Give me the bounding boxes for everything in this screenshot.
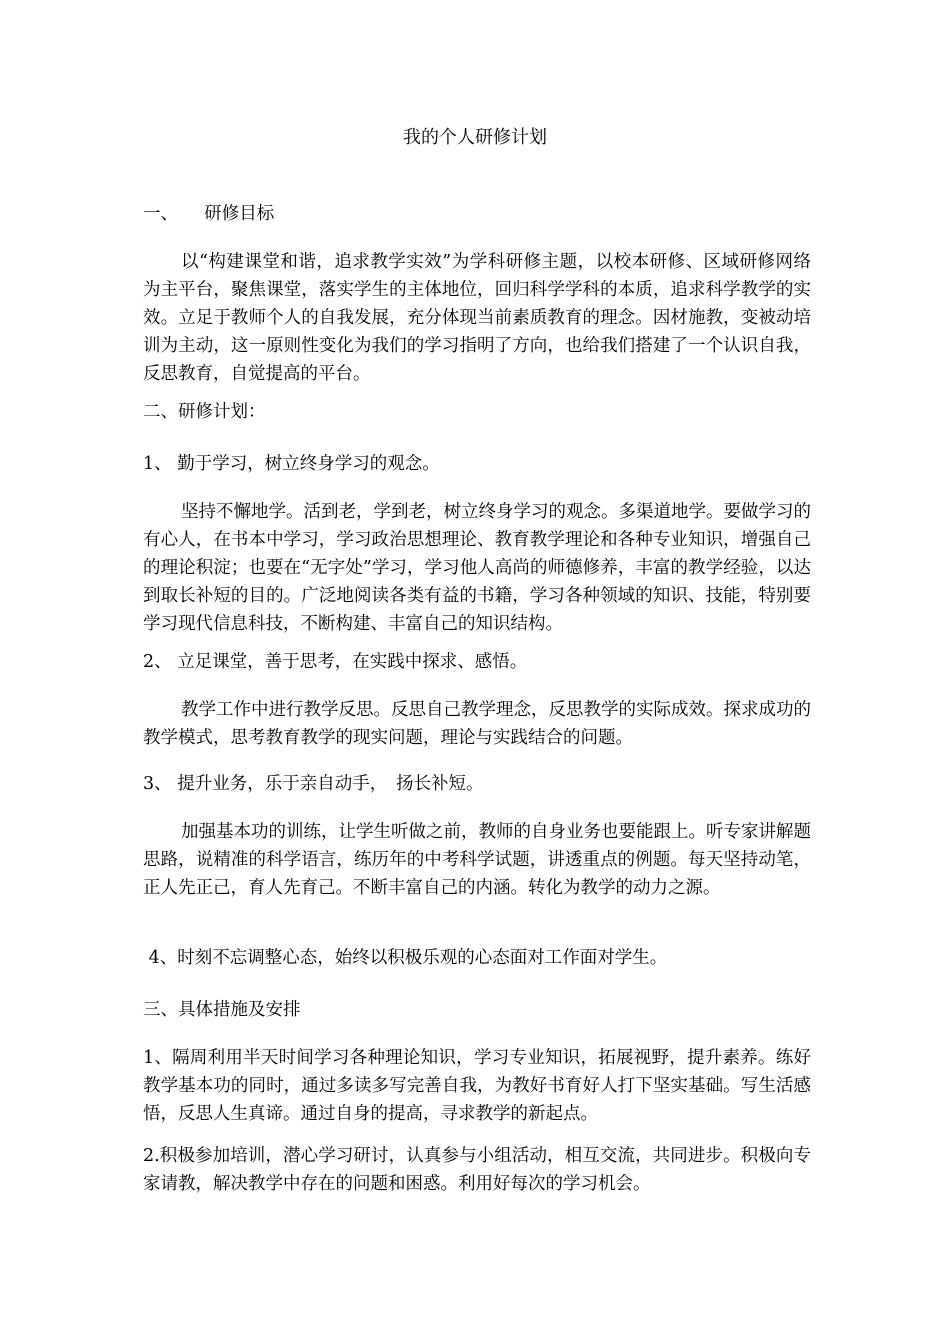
plan-item-3-body: 加强基本功的训练，让学生听做之前，教师的自身业务也要能跟上。听专家讲解题思路，说精准的科学语言，练历年的中考科学试题，讲透重点的例题。每天坚持动笔，正人先正己，育人先育己。不断丰富自己的内涵。转化为教学的动力之源。 (143, 822, 811, 898)
section-3-heading: 三、具体措施及安排 (143, 1000, 301, 1020)
plan-item-3-title: 3、 提升业务，乐于亲自动手， 扬长补短。 (143, 774, 484, 794)
section-2-heading: 二、研修计划： (143, 402, 266, 422)
plan-item-1-title: 1、 勤于学习，树立终身学习的观念。 (143, 454, 440, 474)
plan-item-2-title: 2、 立足课堂，善于思考，在实践中探求、感悟。 (143, 652, 528, 672)
plan-item-1-body: 坚持不懈地学。活到老，学到老，树立终身学习的观念。多渠道地学。要做学习的有心人，在书本中学习，学习政治思想理论、教育教学理论和各种专业知识，增强自己的理论积淀；也要在“无字处”学习，学习他人高尚的师德修养，丰富的教学经验，以达到取长补短的目的。广泛地阅读各类有益的书籍，学习各种领域的知识、技能，特别要学习现代信息科技，不断构建、丰富自己的知识结构。 (143, 502, 811, 634)
plan-item-4-title: 4、时刻不忘调整心态，始终以积极乐观的心态面对工作面对学生。 (143, 948, 668, 968)
measure-item-2: 2.积极参加培训，潜心学习研讨，认真参与小组活动，相互交流，共同进步。积极向专家请教，解决教学中存在的问题和困惑。利用好每次的学习机会。 (143, 1146, 811, 1194)
section-1-heading: 一、 研修目标 (143, 204, 275, 224)
document-title: 我的个人研修计划 (403, 127, 547, 148)
plan-item-2-body: 教学工作中进行教学反思。反思自己教学理念，反思教学的实际成效。探求成功的教学模式，思考教育教学的现实问题，理论与实践结合的问题。 (143, 700, 811, 748)
measure-item-1: 1、隔周利用半天时间学习各种理论知识，学习专业知识，拓展视野，提升素养。练好教学基本功的同时，通过多读多写完善自我，为教好书育好人打下坚实基础。写生活感悟，反思人生真谛。通过自身的提高，寻求教学的新起点。 (143, 1048, 811, 1124)
section-1-body: 以“构建课堂和谐，追求教学实效”为学科研修主题，以校本研修、区域研修网络为主平台，聚焦课堂，落实学生的主体地位，回归科学学科的本质，追求科学教学的实效。立足于教师个人的自我发展，充分体现当前素质教育的理念。因材施教，变被动培训为主动，这一原则性变化为我们的学习指明了方向，也给我们搭建了一个认识自我，反思教育，自觉提高的平台。 (143, 252, 811, 384)
